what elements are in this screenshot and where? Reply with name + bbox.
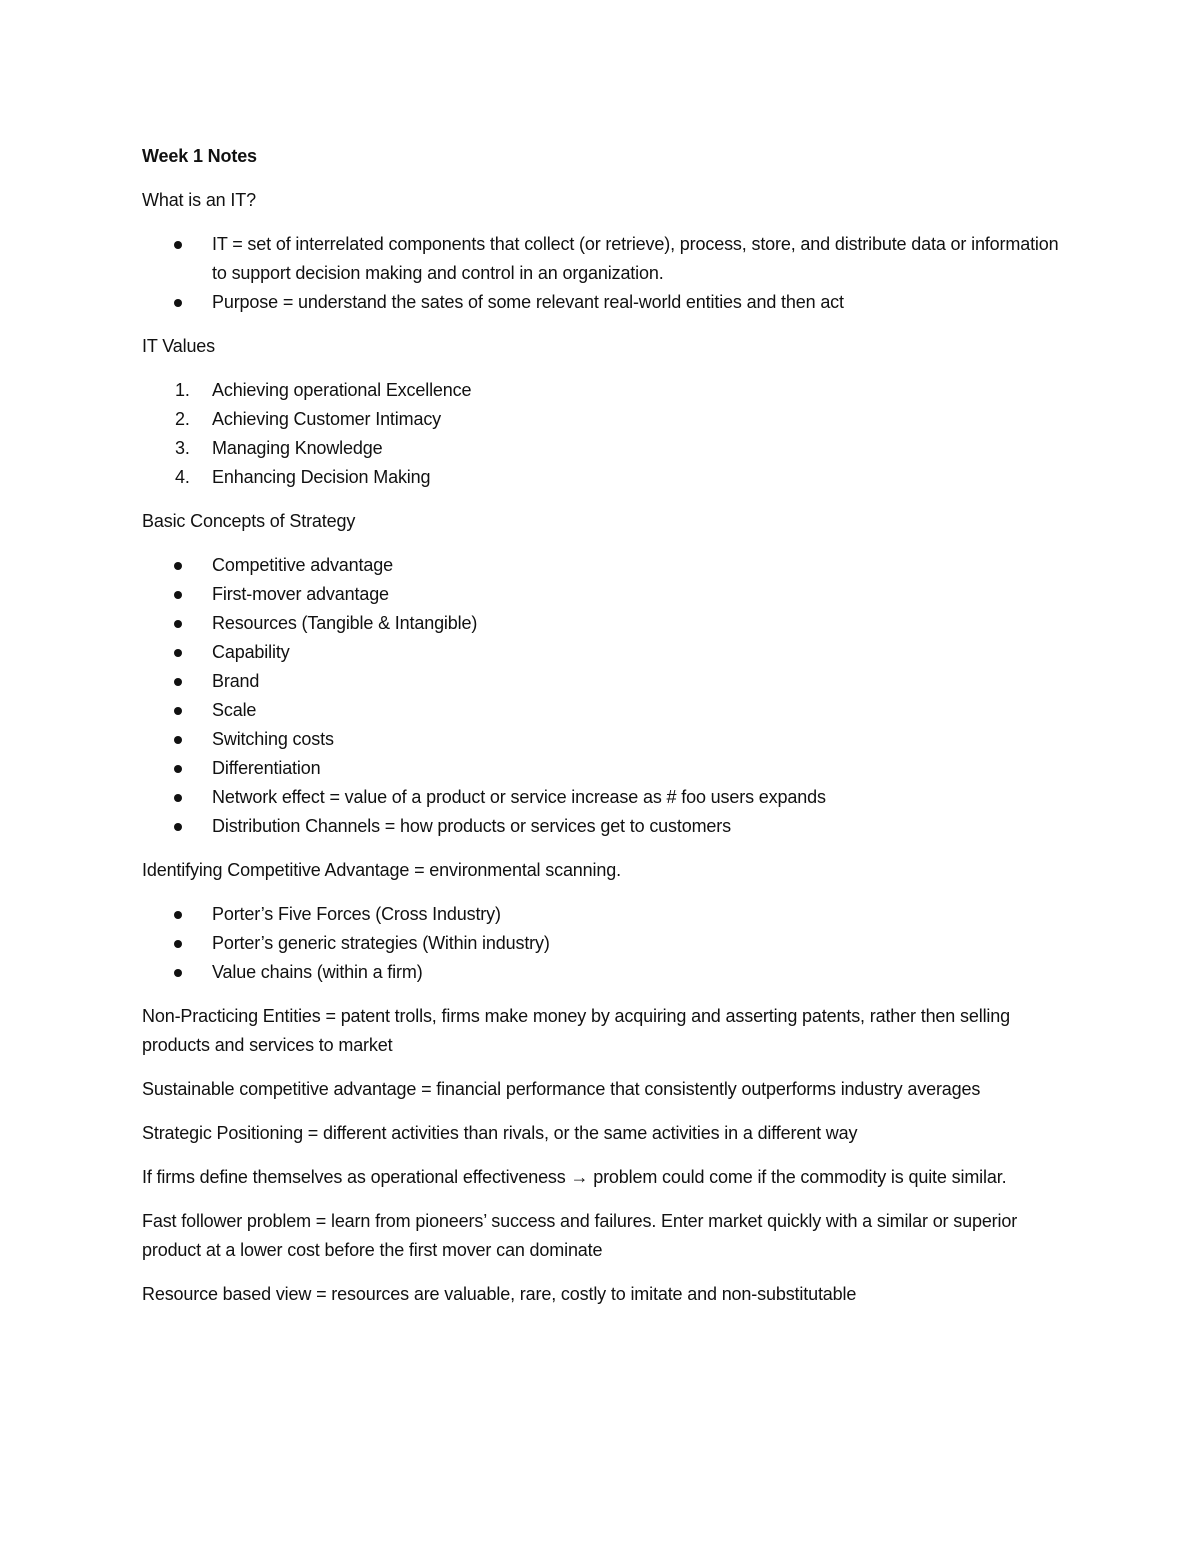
list-number: 3. (175, 438, 190, 458)
list-item (142, 958, 1062, 987)
it-values-list (142, 376, 1062, 492)
bullet-icon (174, 562, 182, 570)
bullet-icon (174, 765, 182, 773)
bullet-icon (174, 299, 182, 307)
list-item-text: Achieving operational Excellence (212, 380, 472, 400)
strategy-concepts-list (142, 551, 1062, 841)
list-item-text: Competitive advantage (212, 555, 393, 575)
list-item (142, 696, 1062, 725)
list-item-text: Differentiation (212, 758, 321, 778)
paragraph-resource-based-view: Resource based view = resources are valuable, rare, costly to imitate and non-substitutable (142, 1284, 857, 1304)
list-item (142, 754, 1062, 783)
list-item-text: Value chains (within a firm) (212, 962, 423, 982)
list-number: 2. (175, 409, 190, 429)
list-number: 4. (175, 467, 190, 487)
list-item-text: Brand (212, 671, 260, 691)
bullet-icon (174, 736, 182, 744)
list-item-text: Resources (Tangible & Intangible) (212, 613, 478, 633)
list-item-text: Distribution Channels = how products or services get to customers (212, 816, 731, 836)
list-item (142, 667, 1062, 696)
list-item-text: Purpose = understand the sates of some relevant real-world entities and then act (212, 292, 844, 312)
heading-competitive-advantage: Identifying Competitive Advantage = environmental scanning. (142, 860, 621, 880)
paragraph-operational-effectiveness (142, 1163, 1062, 1192)
heading-what-is-it: What is an IT? (142, 190, 256, 210)
paragraph-strategic-positioning: Strategic Positioning = different activities than rivals, or the same activities in a different way (142, 1123, 858, 1143)
list-item (142, 230, 1062, 288)
list-item (142, 288, 1062, 317)
paragraph-text: problem could come if the commodity is quite similar. (588, 1167, 1007, 1187)
document-body (142, 142, 1062, 1324)
list-item-text: Porter’s generic strategies (Within industry) (212, 933, 550, 953)
bullet-icon (174, 823, 182, 831)
list-item (142, 900, 1062, 929)
list-item (142, 812, 1062, 841)
paragraph-sustainable-advantage: Sustainable competitive advantage = financial performance that consistently outperforms industry averages (142, 1079, 981, 1099)
arrow-right-icon: → (570, 1167, 589, 1187)
bullet-icon (174, 649, 182, 657)
list-item (142, 405, 1062, 434)
list-item-text: Capability (212, 642, 290, 662)
list-item-text: Achieving Customer Intimacy (212, 409, 442, 429)
list-item-text: First-mover advantage (212, 584, 389, 604)
paragraph-fast-follower: Fast follower problem = learn from pioneers’ success and failures. Enter market quickly with a similar or superior product at a lower cost before the first mover can dominate (142, 1211, 1018, 1260)
heading-it-values: IT Values (142, 336, 216, 356)
list-item (142, 551, 1062, 580)
bullet-icon (174, 940, 182, 948)
list-item-text: Porter’s Five Forces (Cross Industry) (212, 904, 501, 924)
bullet-icon (174, 620, 182, 628)
list-item (142, 929, 1062, 958)
list-item-text: Scale (212, 700, 257, 720)
list-item (142, 638, 1062, 667)
bullet-icon (174, 678, 182, 686)
list-item (142, 580, 1062, 609)
paragraph-npe: Non-Practicing Entities = patent trolls, firms make money by acquiring and asserting patents, rather then selling products and services to market (142, 1006, 1010, 1055)
list-item-text: Switching costs (212, 729, 334, 749)
bullet-icon (174, 969, 182, 977)
document-title: Week 1 Notes (142, 146, 257, 166)
list-item (142, 434, 1062, 463)
heading-strategy: Basic Concepts of Strategy (142, 511, 356, 531)
bullet-icon (174, 241, 182, 249)
list-item-text: Enhancing Decision Making (212, 467, 431, 487)
list-item-text: Managing Knowledge (212, 438, 383, 458)
competitive-advantage-list (142, 900, 1062, 987)
bullet-icon (174, 591, 182, 599)
paragraph-text: If firms define themselves as operational effectiveness (142, 1167, 571, 1187)
list-item (142, 376, 1062, 405)
list-item-text: IT = set of interrelated components that collect (or retrieve), process, store, and distribute data or information to support decision making and control in an organization. (212, 234, 1059, 283)
list-item-text: Network effect = value of a product or service increase as # foo users expands (212, 787, 826, 807)
bullet-icon (174, 707, 182, 715)
it-definition-list (142, 230, 1062, 317)
list-item (142, 463, 1062, 492)
bullet-icon (174, 794, 182, 802)
list-item (142, 783, 1062, 812)
list-number: 1. (175, 380, 190, 400)
bullet-icon (174, 911, 182, 919)
list-item (142, 609, 1062, 638)
list-item (142, 725, 1062, 754)
